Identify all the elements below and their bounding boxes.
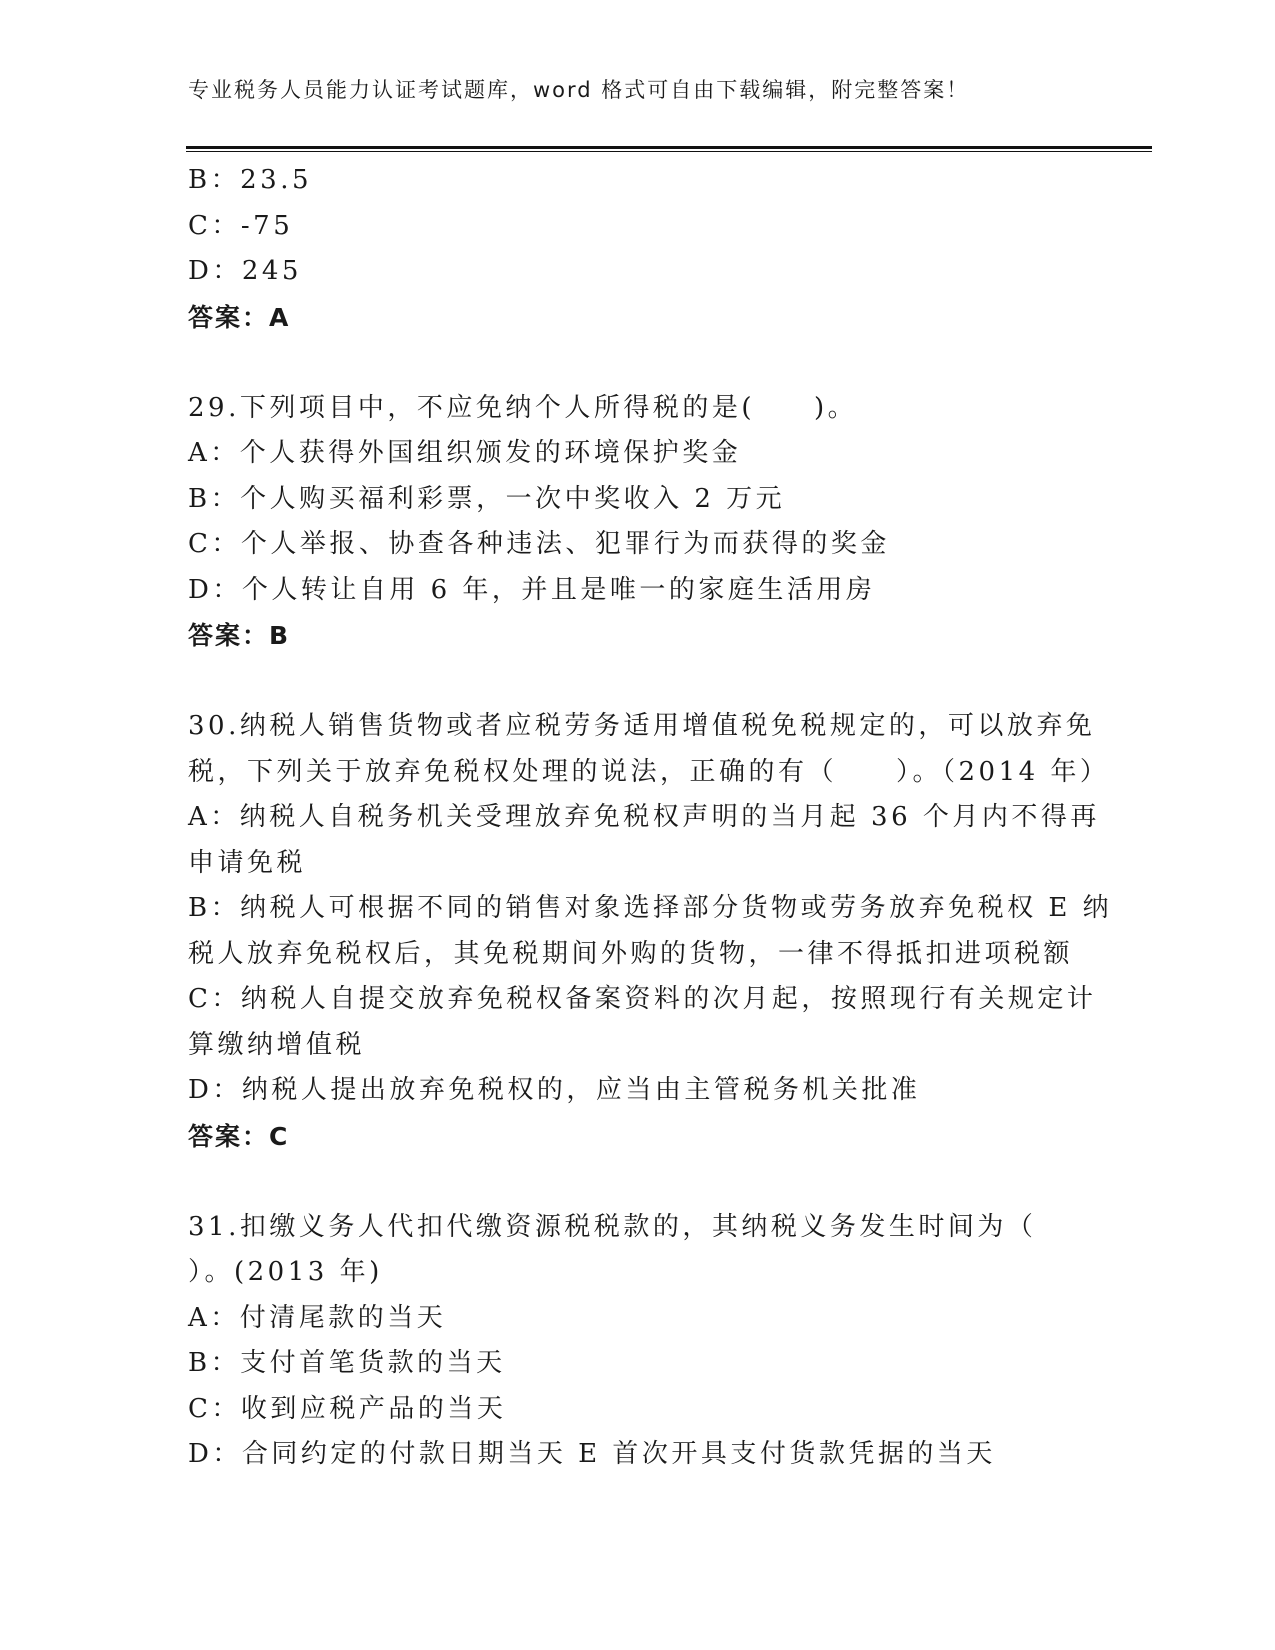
spacer (188, 340, 1088, 386)
q30-option-a-line1: A：纳税人自税务机关受理放弃免税权声明的当月起 36 个月内不得再 (188, 802, 1100, 832)
q31-stem-line1: 31.扣缴义务人代扣代缴资源税税款的，其纳税义务发生时间为（ (188, 1211, 1037, 1242)
spacer (188, 1159, 1088, 1205)
page-header: 专业税务人员能力认证考试题库，word 格式可自由下载编辑，附完整答案！ (188, 78, 970, 102)
q30-option-b-line1: B：纳税人可根据不同的销售对象选择部分货物或劳务放弃免税权 E 纳 (188, 893, 1113, 923)
q30-option-c-line2: 算缴纳增值税 (188, 1029, 366, 1060)
q30-stem-line2: 税，下列关于放弃免税权处理的说法，正确的有（ ）。（2014 年） (188, 756, 1110, 787)
q28-option-d: D：245 (188, 256, 302, 286)
q30-option-d: D：纳税人提出放弃免税权的，应当由主管税务机关批准 (188, 1075, 921, 1105)
q30-option-c-line1: C：纳税人自提交放弃免税权备案资料的次月起，按照现行有关规定计 (188, 984, 1097, 1014)
q28-option-c: C：-75 (188, 210, 294, 241)
q29-option-b: B：个人购买福利彩票，一次中奖收入 2 万元 (188, 483, 786, 514)
q30-answer: 答案：C (188, 1121, 290, 1151)
q31-option-a: A：付清尾款的当天 (188, 1302, 447, 1333)
q31-option-c: C：收到应税产品的当天 (188, 1393, 507, 1424)
page-content (188, 158, 1113, 1478)
q30-stem-line1: 30.纳税人销售货物或者应税劳务适用增值税免税规定的，可以放弃免 (188, 711, 1096, 741)
q29-stem: 29.下列项目中，不应免纳个人所得税的是( )。 (188, 392, 858, 423)
q31-option-b: B：支付首笔货款的当天 (188, 1348, 506, 1378)
q30-option-b-line2: 税人放弃免税权后，其免税期间外购的货物，一律不得抵扣进项税额 (188, 938, 1074, 969)
header-rule-thin (186, 151, 1152, 152)
q29-answer: 答案：B (188, 621, 291, 650)
q30-option-a-line2: 申请免税 (188, 847, 307, 878)
q31-stem-line2: ）。(2013 年) (188, 1257, 383, 1287)
q29-option-a: A：个人获得外国组织颁发的环境保护奖金 (188, 438, 742, 468)
header-rule-thick (186, 146, 1152, 149)
spacer (188, 659, 1088, 705)
q31-option-d: D：合同约定的付款日期当天 E 首次开具支付货款凭据的当天 (188, 1439, 996, 1469)
q29-option-c: C：个人举报、协查各种违法、犯罪行为而获得的奖金 (188, 529, 890, 559)
q29-option-d: D：个人转让自用 6 年，并且是唯一的家庭生活用房 (188, 574, 876, 605)
q28-answer: 答案：A (188, 302, 291, 332)
q28-option-b: B：23.5 (188, 165, 312, 195)
